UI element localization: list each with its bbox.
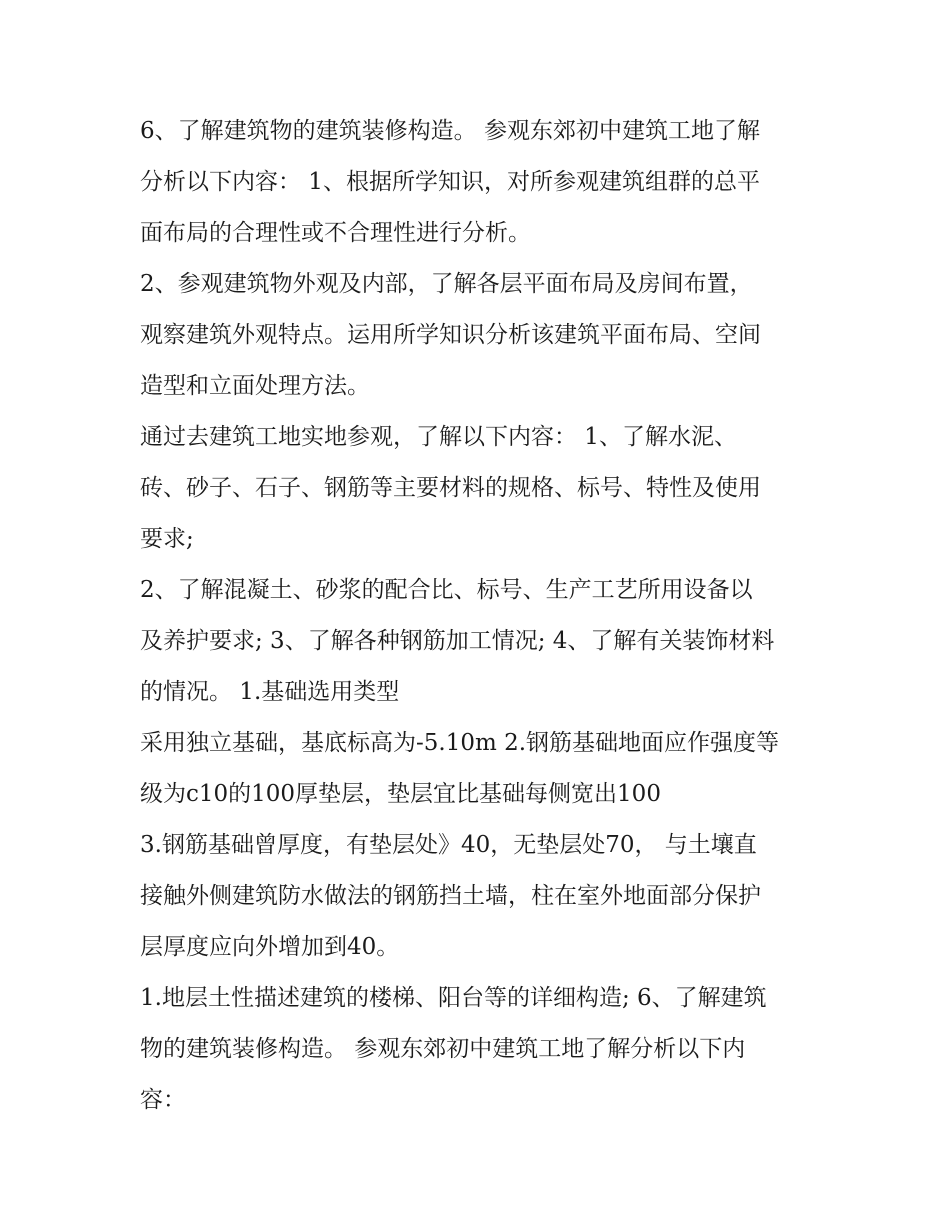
text-line: 3.钢筋基础曾厚度，有垫层处》40，无垫层处70， 与土壤直 xyxy=(140,832,757,858)
text-line: 采用独立基础，基底标高为-5.10m 2.钢筋基础地面应作强度等 xyxy=(140,730,780,756)
text-line: 接触外侧建筑防水做法的钢筋挡土墙，柱在室外地面部分保护 xyxy=(140,883,761,909)
text-line: 级为c10的100厚垫层，垫层宜比基础每侧宽出100 xyxy=(140,781,661,807)
text-line: 的情况。 1.基础选用类型 xyxy=(140,679,400,705)
text-line: 容： xyxy=(140,1087,186,1113)
text-line: 6、了解建筑物的建筑装修构造。 参观东郊初中建筑工地了解 xyxy=(140,118,760,144)
text-line: 造型和立面处理方法。 xyxy=(140,373,370,399)
text-line: 要求; xyxy=(140,526,194,552)
text-line: 分析以下内容： 1、根据所学知识，对所参观建筑组群的总平 xyxy=(140,169,760,195)
text-line: 通过去建筑工地实地参观，了解以下内容： 1、了解水泥、 xyxy=(140,424,737,450)
text-line: 及养护要求; 3、了解各种钢筋加工情况; 4、了解有关装饰材料 xyxy=(140,628,775,654)
document-body xyxy=(140,106,820,1126)
text-line: 2、了解混凝土、砂浆的配合比、标号、生产工艺所用设备以 xyxy=(140,577,753,603)
text-line: 砖、砂子、石子、钢筋等主要材料的规格、标号、特性及使用 xyxy=(140,475,761,501)
text-line: 观察建筑外观特点。运用所学知识分析该建筑平面布局、空间 xyxy=(140,322,761,348)
text-line: 2、参观建筑物外观及内部，了解各层平面布局及房间布置， xyxy=(140,271,753,297)
text-line: 层厚度应向外增加到40。 xyxy=(140,934,400,960)
text-line: 面布局的合理性或不合理性进行分析。 xyxy=(140,220,531,246)
text-line: 物的建筑装修构造。 参观东郊初中建筑工地了解分析以下内 xyxy=(140,1036,746,1062)
text-line: 1.地层土性描述建筑的楼梯、阳台等的详细构造; 6、了解建筑 xyxy=(140,985,767,1011)
